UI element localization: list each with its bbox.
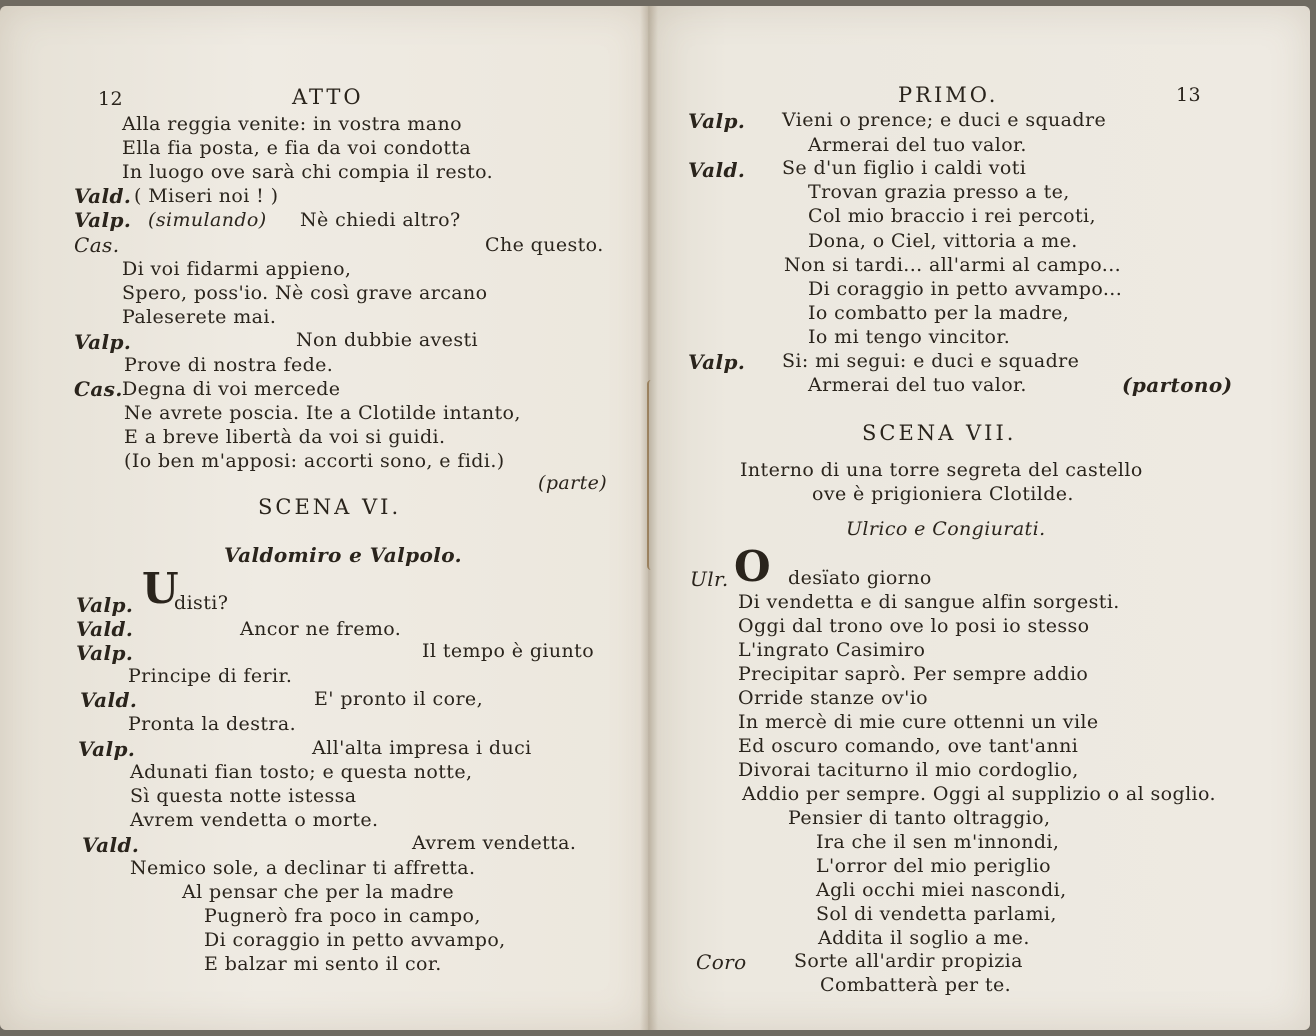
verse-line: Ancor ne fremo. <box>240 618 402 640</box>
verse-line: Adunati fian tosto; e questa notte, <box>130 761 473 783</box>
verse-line: Che questo. <box>485 234 604 256</box>
scene-characters: Valdomiro e Valpolo. <box>224 543 462 567</box>
speaker-label: Cas. <box>74 233 120 257</box>
verse-line: All'alta impresa i duci <box>312 737 532 759</box>
verse-line: Avrem vendetta. <box>412 832 577 854</box>
verse-line: Di coraggio in petto avvampo, <box>204 929 506 951</box>
speaker-label: Vald. <box>688 158 746 182</box>
speaker-label: Cas. <box>74 377 123 401</box>
scene-heading: SCENA VII. <box>862 421 1017 445</box>
verse-line: Trovan grazia presso a te, <box>808 181 1070 203</box>
verse-line: E' pronto il core, <box>314 688 484 710</box>
scene-setting: Interno di una torre segreta del castello <box>740 459 1143 481</box>
verse-line: Addio per sempre. Oggi al supplizio o al soglio. <box>742 783 1216 805</box>
verse-line: Sì questa notte istessa <box>130 785 357 807</box>
verse-line: Ella fia posta, e fia da voi condotta <box>122 137 472 159</box>
verse-line: Sol di vendetta parlami, <box>816 903 1057 925</box>
verse-line: Di coraggio in petto avvampo... <box>808 278 1123 300</box>
verse-line: Spero, poss'io. Nè così grave arcano <box>122 282 488 304</box>
verse-line: Io combatto per la madre, <box>808 302 1070 324</box>
speaker-label: Valp. <box>688 109 746 133</box>
verse-line: Si: mi segui: e duci e squadre <box>782 350 1080 372</box>
verse-line: Oggi dal trono ove lo posi io stesso <box>738 615 1090 637</box>
verse-line: Vieni o prence; e duci e squadre <box>782 109 1107 131</box>
speaker-label: Valp. <box>74 330 132 354</box>
verse-line: Alla reggia venite: in vostra mano <box>122 113 462 135</box>
speaker-label: Vald. <box>76 617 134 641</box>
scene-characters: Ulrico e Congiurati. <box>846 518 1046 540</box>
binding-thread <box>647 380 655 570</box>
verse-line: L'ingrato Casimiro <box>738 639 926 661</box>
running-head: PRIMO. <box>898 83 999 107</box>
verse-line: ( Miseri noi ! ) <box>134 185 279 207</box>
verse-line: Non si tardi... all'armi al campo... <box>784 254 1122 276</box>
verse-line: Di voi fidarmi appieno, <box>122 258 352 280</box>
verse-line: Agli occhi miei nascondi, <box>816 879 1067 901</box>
verse-line: Combatterà per te. <box>820 974 1012 996</box>
speaker-label: Valp. <box>688 350 746 374</box>
verse-line: disti? <box>174 592 229 614</box>
verse-line: Pugnerò fra poco in campo, <box>204 905 481 927</box>
verse-line: In mercè di mie cure ottenni un vile <box>738 711 1099 733</box>
speaker-label: Vald. <box>74 184 132 208</box>
verse-line: Nè chiedi altro? <box>300 209 461 231</box>
verse-line: Ed oscuro comando, ove tant'anni <box>738 735 1079 757</box>
verse-line: L'orror del mio periglio <box>816 855 1052 877</box>
verse-line: Pensier di tanto oltraggio, <box>788 807 1051 829</box>
verse-line: Principe di ferir. <box>128 665 293 687</box>
verse-line: Degna di voi mercede <box>122 378 341 400</box>
speaker-label: Ulr. <box>690 567 729 591</box>
verse-line: Il tempo è giunto <box>422 640 595 662</box>
speaker-label: Valp. <box>74 208 132 232</box>
verse-line: Nemico sole, a declinar ti affretta. <box>130 857 476 879</box>
stage-direction: (parte) <box>538 472 608 494</box>
verse-line: desïato giorno <box>788 567 932 589</box>
speaker-label: Valp. <box>76 593 134 617</box>
speaker-label: Valp. <box>78 737 136 761</box>
verse-line: Divorai taciturno il mio cordoglio, <box>738 759 1079 781</box>
verse-line: Io mi tengo vincitor. <box>808 326 1011 348</box>
verse-line: Armerai del tuo valor. <box>808 374 1027 396</box>
verse-line: Dona, o Ciel, vittoria a me. <box>808 230 1078 252</box>
verse-line: Orride stanze ov'io <box>738 687 929 709</box>
right-page <box>648 6 1310 1030</box>
speaker-label: Vald. <box>82 833 140 857</box>
page-number: 12 <box>98 88 123 110</box>
verse-line: Non dubbie avesti <box>296 329 478 351</box>
verse-line: Pronta la destra. <box>128 713 297 735</box>
scene-setting: ove è prigioniera Clotilde. <box>812 483 1074 505</box>
verse-line: Armerai del tuo valor. <box>808 134 1027 156</box>
verse-line: E balzar mi sento il cor. <box>204 953 442 975</box>
drop-capital: O <box>734 542 771 591</box>
verse-line: E a breve libertà da voi si guidi. <box>124 426 446 448</box>
scene-heading: SCENA VI. <box>258 495 402 519</box>
verse-line: In luogo ove sarà chi compia il resto. <box>122 161 494 183</box>
verse-line: (Io ben m'apposi: accorti sono, e fidi.) <box>124 450 505 472</box>
verse-line: Precipitar saprò. Per sempre addio <box>738 663 1089 685</box>
speaker-label: Valp. <box>76 641 134 665</box>
verse-line: Ira che il sen m'innondi, <box>816 831 1060 853</box>
verse-line: Prove di nostra fede. <box>124 354 334 376</box>
stage-direction: (simulando) <box>148 209 267 231</box>
verse-line: Se d'un figlio i caldi voti <box>782 157 1027 179</box>
verse-line: Sorte all'ardir propizia <box>794 950 1023 972</box>
speaker-label: Coro <box>696 950 747 974</box>
speaker-label: Vald. <box>80 688 138 712</box>
verse-line: Al pensar che per la madre <box>182 881 455 903</box>
left-page <box>0 6 648 1030</box>
verse-line: Paleserete mai. <box>122 306 277 328</box>
verse-line: Avrem vendetta o morte. <box>130 809 379 831</box>
verse-line: Di vendetta e di sangue alfin sorgesti. <box>738 591 1120 613</box>
verse-line: Col mio braccio i rei percoti, <box>808 205 1096 227</box>
verse-line: Ne avrete poscia. Ite a Clotilde intanto, <box>124 402 521 424</box>
drop-capital: U <box>142 564 179 613</box>
verse-line: Addita il soglio a me. <box>818 927 1030 949</box>
running-head: ATTO <box>292 85 364 109</box>
stage-direction: (partono) <box>1122 373 1233 397</box>
page-number: 13 <box>1176 84 1201 106</box>
